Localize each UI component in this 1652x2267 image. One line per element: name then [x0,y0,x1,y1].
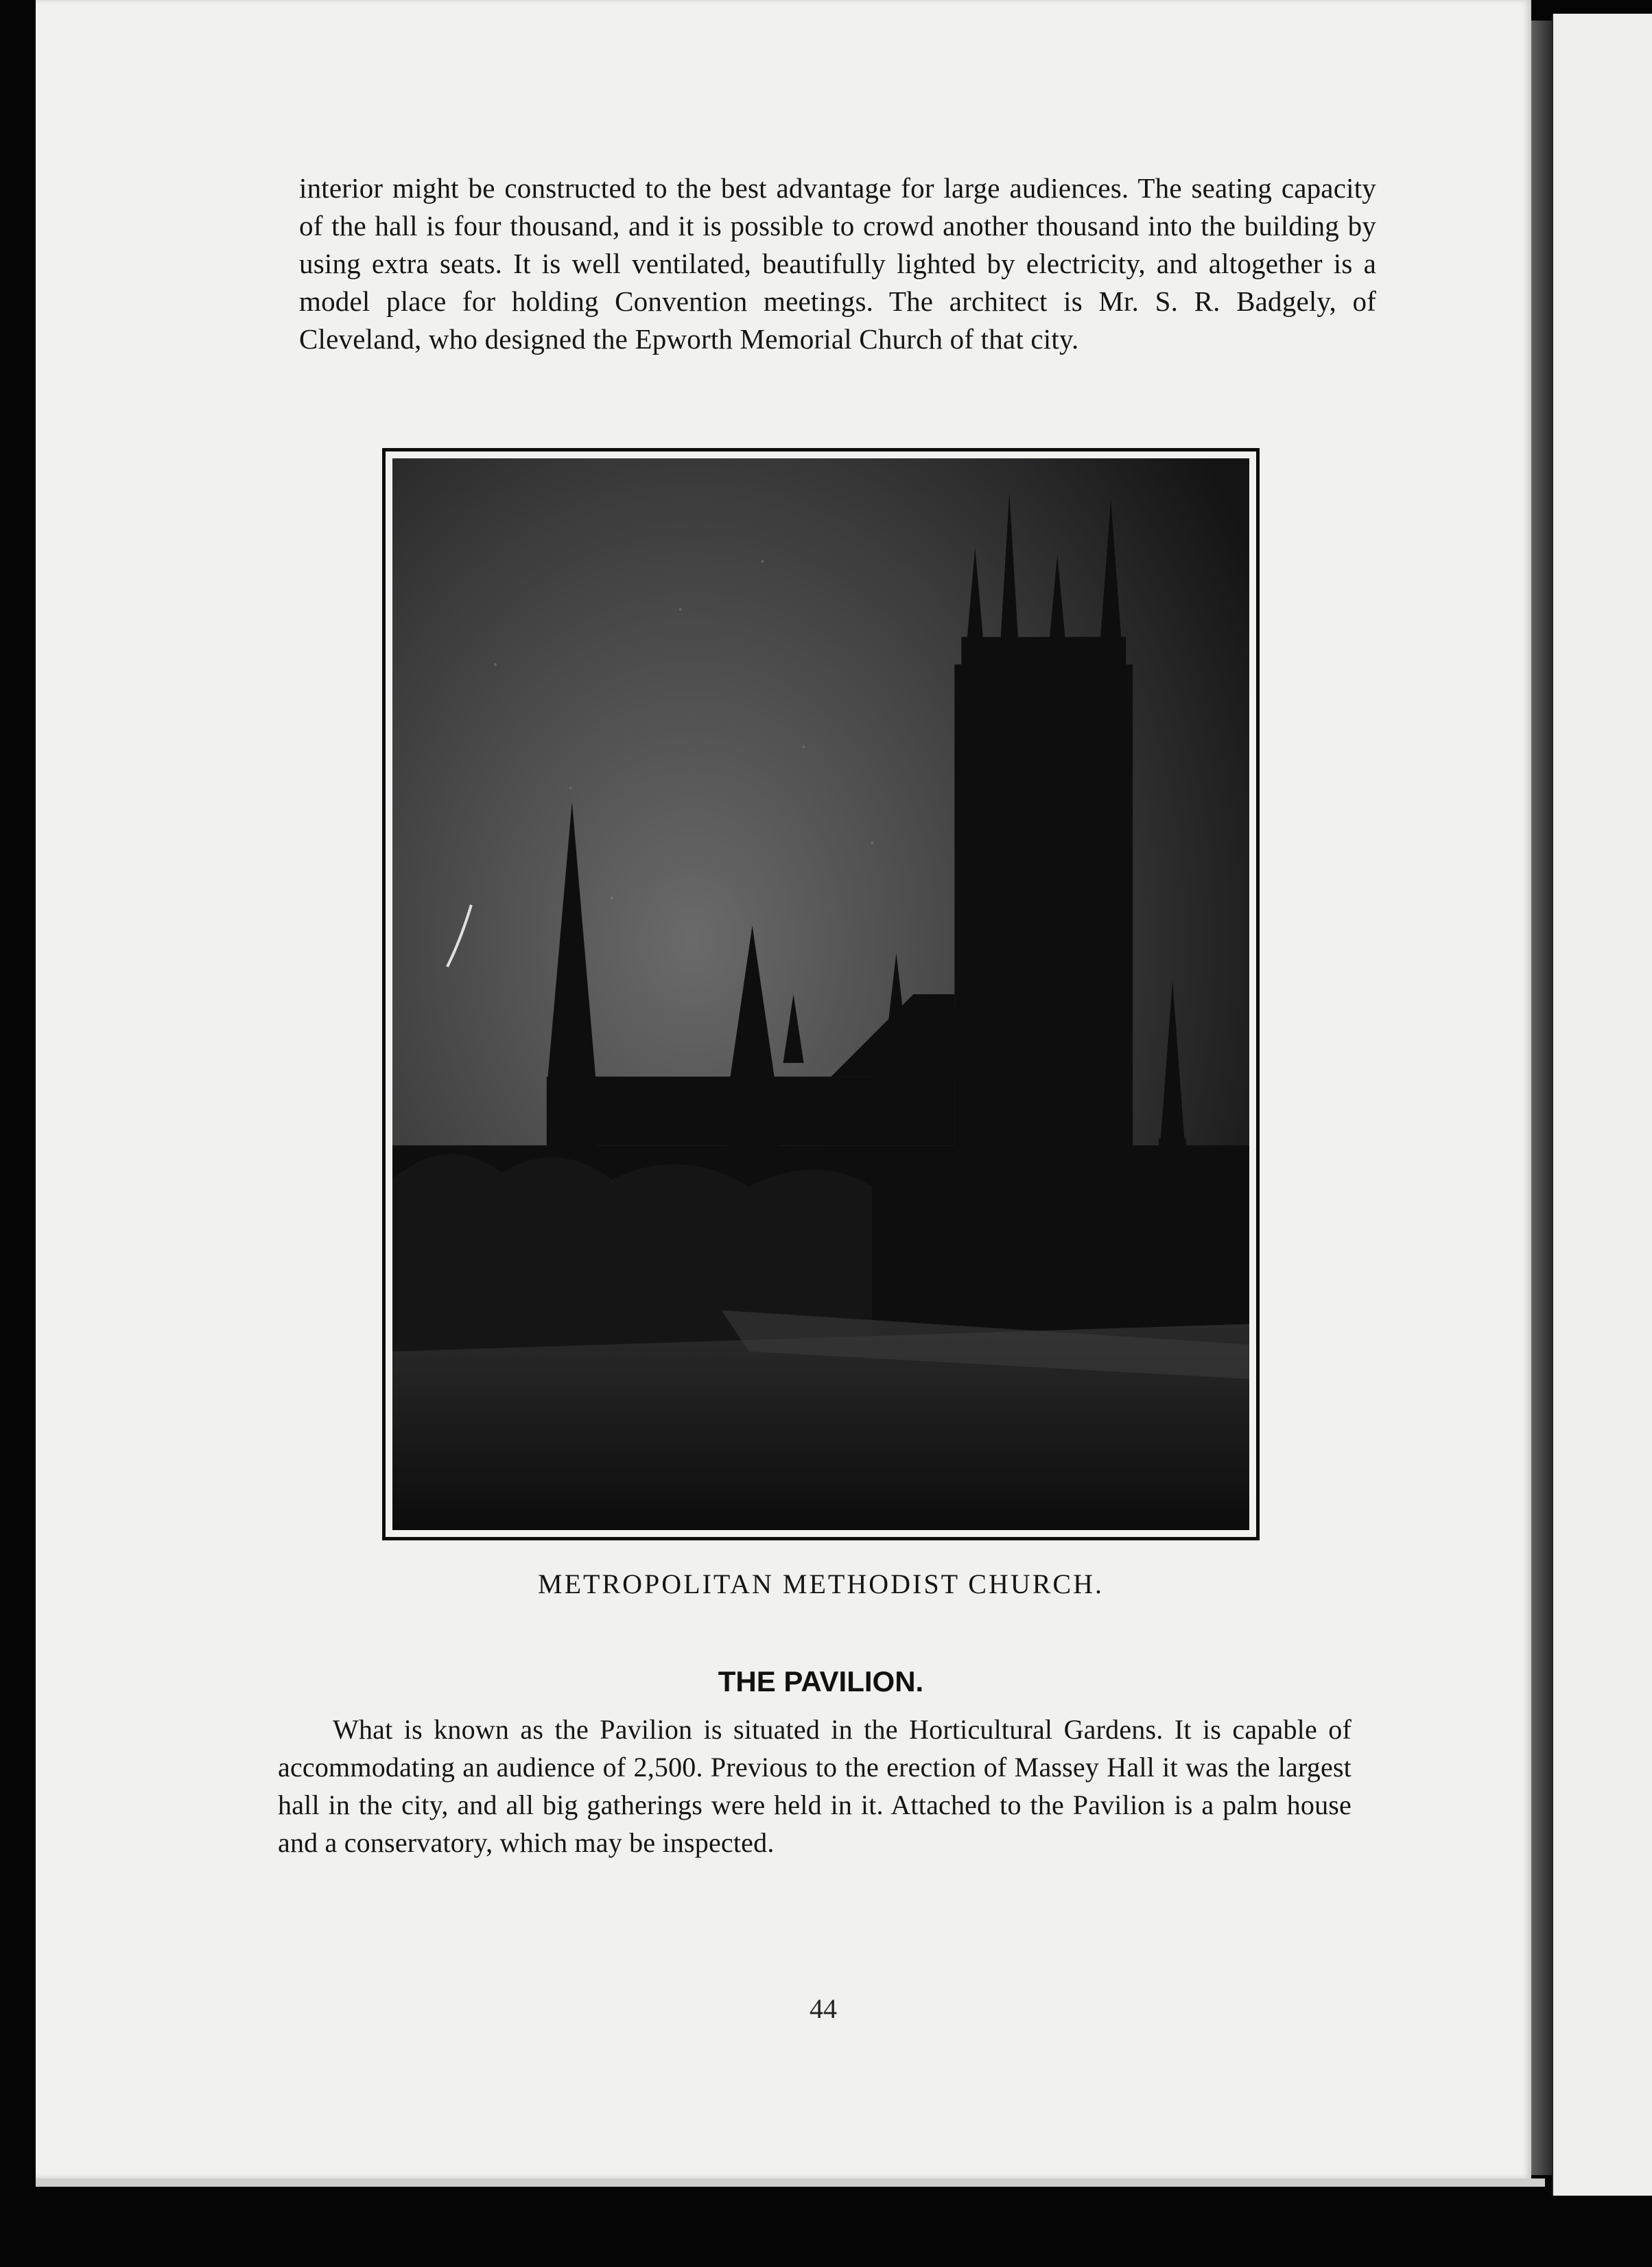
paragraph-bottom: What is known as the Pavilion is situated in the Horticultural Gardens. It is capable of accommodating an audience of 2,500. Previous to the erection of Massey Hall it was the largest hall in the city, and all big gatherings were held in it. Attached to the Pavilion is a palm house and a conservatory, which may be inspected. [278,1714,1352,1858]
section-heading: THE PAVILION. [718,1665,924,1698]
church-photograph [382,448,1260,1540]
page-number: 44 [810,1993,837,2024]
facing-page-edge [1552,14,1652,2196]
page-bottom-edge [36,2178,1545,2187]
church-photo-image [392,458,1249,1530]
photo-caption: METROPOLITAN METHODIST CHURCH. [538,1569,1104,1599]
paragraph-top: interior might be constructed to the best advantage for large audiences. The seating capacity of the hall is four thousand, and it is possible to crowd another thousand into the building by using extra seats. It is well ventilated, beautifully lighted by electricity, and altogether is a model place for holding Convention meetings. The architect is Mr. S. R. Badgely, of Cleveland, who designed the Epworth Memorial Church of that city. [299,172,1376,355]
